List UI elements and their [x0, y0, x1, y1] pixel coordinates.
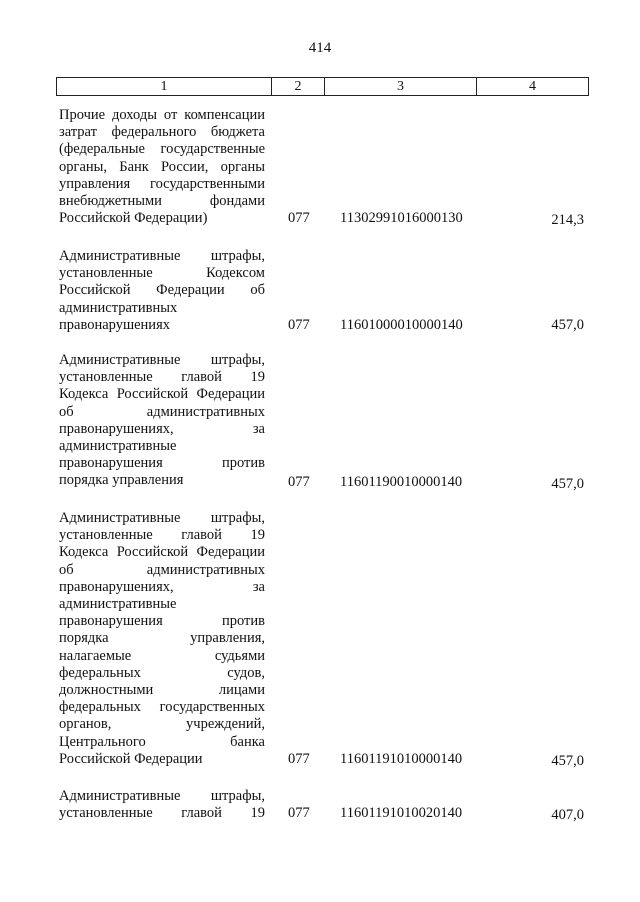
- description-line: порядка управления: [59, 472, 184, 489]
- description-line: правонарушения против: [59, 613, 265, 630]
- kbk-code: 11601190010000140: [340, 474, 463, 490]
- description-line: об административных: [59, 561, 265, 578]
- description-line: правонарушениях: [59, 316, 170, 333]
- description-line: правонарушениях, за: [59, 420, 265, 437]
- column-header-2: 2: [272, 78, 325, 96]
- description-line: Центрального банка: [59, 733, 265, 750]
- description-line: органов, учреждений,: [59, 716, 265, 733]
- column-header-3: 3: [325, 78, 477, 96]
- description-line: об административных: [59, 403, 265, 420]
- column-header-1: 1: [57, 78, 272, 96]
- kbk-code: 11601000010000140: [340, 317, 463, 333]
- description-line: федеральных судов,: [59, 664, 265, 681]
- row-description: [59, 248, 265, 334]
- amount-value: 457,0: [551, 317, 584, 333]
- admin-code: 077: [288, 805, 310, 821]
- description-line: Прочие доходы от компенсации: [59, 107, 265, 123]
- description-line: порядка управления,: [59, 630, 265, 647]
- description-line: Российской Федерации об: [59, 282, 265, 299]
- description-line: установленные Кодексом: [59, 265, 265, 282]
- admin-code: 077: [288, 751, 310, 767]
- description-line: федеральных государственных: [59, 699, 265, 716]
- amount-value: 457,0: [551, 753, 584, 769]
- kbk-code: 11601191010020140: [340, 805, 463, 821]
- description-line: Кодекса Российской Федерации: [59, 386, 265, 403]
- row-description: [59, 788, 265, 822]
- description-line: Кодекса Российской Федерации: [59, 544, 265, 561]
- column-header-4: 4: [477, 78, 589, 96]
- admin-code: 077: [288, 317, 310, 333]
- description-line: Административные штрафы,: [59, 248, 265, 264]
- description-line: внебюджетными фондами: [59, 193, 265, 210]
- description-line: установленные главой 19: [59, 527, 265, 544]
- description-line: органы, Банк России, органы: [59, 158, 265, 175]
- description-line: установленные главой 19: [59, 369, 265, 386]
- description-line: административные: [59, 596, 177, 613]
- description-line: затрат федерального бюджета: [59, 124, 265, 141]
- row-description: [59, 107, 265, 227]
- description-line: Российской Федерации: [59, 750, 203, 767]
- description-line: (федеральные государственные: [59, 141, 265, 158]
- description-line: должностными лицами: [59, 682, 265, 699]
- description-line: административные: [59, 438, 177, 455]
- amount-value: 407,0: [551, 807, 584, 823]
- row-description: [59, 510, 265, 768]
- column-header-row: [57, 78, 589, 96]
- admin-code: 077: [288, 210, 310, 226]
- description-line: установленные главой 19: [59, 805, 265, 822]
- row-description: [59, 352, 265, 490]
- description-line: правонарушения против: [59, 455, 265, 472]
- amount-value: 457,0: [551, 476, 584, 492]
- description-line: налагаемые судьями: [59, 647, 265, 664]
- description-line: Административные штрафы,: [59, 352, 265, 368]
- description-line: Административные штрафы,: [59, 510, 265, 526]
- kbk-code: 11302991016000130: [340, 210, 463, 226]
- description-line: административных: [59, 299, 178, 316]
- description-line: Российской Федерации): [59, 210, 208, 227]
- admin-code: 077: [288, 474, 310, 490]
- description-line: правонарушениях, за: [59, 578, 265, 595]
- description-line: управления государственными: [59, 175, 265, 192]
- column-header-table: [56, 77, 589, 96]
- amount-value: 214,3: [551, 212, 584, 228]
- page-number: 414: [308, 40, 332, 56]
- description-line: Административные штрафы,: [59, 788, 265, 804]
- kbk-code: 11601191010000140: [340, 751, 463, 767]
